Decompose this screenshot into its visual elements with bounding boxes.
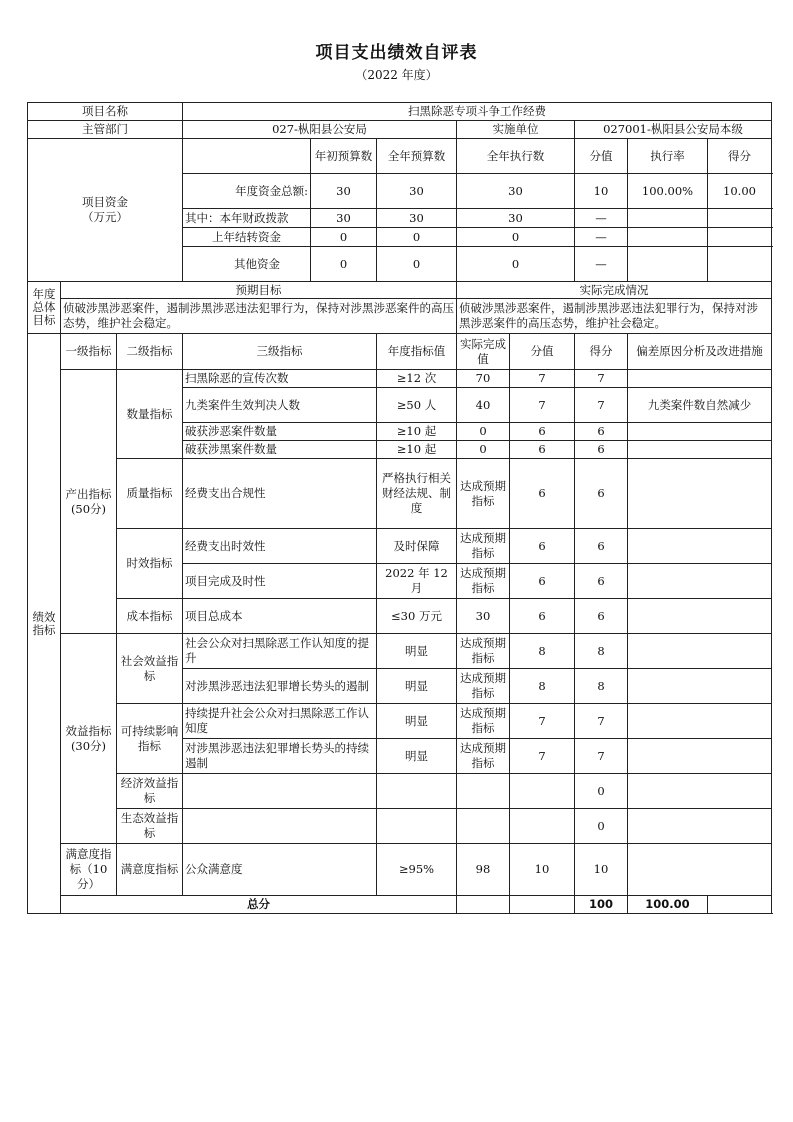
- funds-cell: [708, 209, 772, 228]
- score: 6: [575, 564, 628, 599]
- note: [628, 634, 772, 669]
- score: 8: [575, 634, 628, 669]
- indicator: 扫黑除恶的宣传次数: [183, 370, 377, 388]
- actual: 达成预期指标: [457, 669, 510, 704]
- note: [628, 529, 772, 564]
- score: 7: [575, 739, 628, 774]
- dept-value: 027-枞阳县公安局: [183, 121, 457, 139]
- indicator: 对涉黑涉恶违法犯罪增长势头的持续遏制: [183, 739, 377, 774]
- note: [628, 459, 772, 529]
- indicator: 项目总成本: [183, 599, 377, 634]
- funds-cell: [708, 247, 772, 282]
- weight: 8: [510, 669, 575, 704]
- indicator: 项目完成及时性: [183, 564, 377, 599]
- page-title: 项目支出绩效自评表: [315, 43, 478, 63]
- total-score: 100.00: [628, 896, 708, 914]
- weight: 6: [510, 441, 575, 459]
- funds-header-4: 分值: [575, 139, 628, 174]
- funds-cell: —: [575, 209, 628, 228]
- score: 8: [575, 669, 628, 704]
- score: 6: [575, 423, 628, 441]
- l1-benefit: 效益指标(30分): [61, 634, 117, 844]
- note: [628, 774, 772, 809]
- actual: 达成预期指标: [457, 529, 510, 564]
- indicator: 社会公众对扫黑除恶工作认知度的提升: [183, 634, 377, 669]
- weight: 7: [510, 388, 575, 423]
- score: 10: [575, 844, 628, 896]
- note: [628, 599, 772, 634]
- total-note: [708, 896, 772, 914]
- actual: 达成预期指标: [457, 634, 510, 669]
- score: 6: [575, 441, 628, 459]
- actual: 达成预期指标: [457, 739, 510, 774]
- actual: 70: [457, 370, 510, 388]
- total-label: 总分: [61, 896, 457, 914]
- note: [628, 844, 772, 896]
- weight: 8: [510, 634, 575, 669]
- fiscal-year: （2022 年度）: [355, 68, 438, 82]
- actual: 达成预期指标: [457, 564, 510, 599]
- target: [377, 809, 457, 844]
- perf-header-note: 偏差原因分析及改进措施: [628, 334, 772, 370]
- perf-header-l1: 一级指标: [61, 334, 117, 370]
- actual: 0: [457, 441, 510, 459]
- funds-cell: [628, 247, 708, 282]
- indicator: [183, 774, 377, 809]
- funds-cell: 30: [377, 209, 457, 228]
- indicator: 对涉黑涉恶违法犯罪增长势头的遏制: [183, 669, 377, 704]
- impl-label: 实施单位: [457, 121, 575, 139]
- funds-cell: 10.00: [708, 174, 772, 209]
- l2-sustain: 可持续影响指标: [117, 704, 183, 774]
- funds-header-blank: [183, 139, 311, 174]
- l1-satisfaction: 满意度指标（10分）: [61, 844, 117, 896]
- funds-cell: 0: [311, 247, 377, 282]
- l2-quantity: 数量指标: [117, 370, 183, 459]
- l2-timeliness: 时效指标: [117, 529, 183, 599]
- impl-value: 027001-枞阳县公安局本级: [575, 121, 772, 139]
- target: ≥10 起: [377, 423, 457, 441]
- score: 6: [575, 599, 628, 634]
- funds-cell: 30: [457, 209, 575, 228]
- target: 及时保障: [377, 529, 457, 564]
- funds-cell: 0: [377, 247, 457, 282]
- weight: 10: [510, 844, 575, 896]
- target: ≥12 次: [377, 370, 457, 388]
- perf-header-weight: 分值: [510, 334, 575, 370]
- note: 九类案件数自然减少: [628, 388, 772, 423]
- total-weight: 100: [575, 896, 628, 914]
- funds-cell: 0: [377, 228, 457, 247]
- funds-row-label: 年度资金总额:: [183, 174, 311, 209]
- score: 7: [575, 388, 628, 423]
- actual: 0: [457, 423, 510, 441]
- funds-row-label: 其中：本年财政拨款: [183, 209, 311, 228]
- actual: [457, 809, 510, 844]
- weight: [510, 809, 575, 844]
- perf-header-score: 得分: [575, 334, 628, 370]
- note: [628, 669, 772, 704]
- target: ≥95%: [377, 844, 457, 896]
- actual: [457, 774, 510, 809]
- goals-label: 年度总体目标: [28, 282, 61, 334]
- funds-cell: 0: [457, 228, 575, 247]
- perf-label: 绩效指标: [28, 334, 61, 914]
- target: 2022 年 12 月: [377, 564, 457, 599]
- score: 0: [575, 809, 628, 844]
- weight: 6: [510, 423, 575, 441]
- total-blank: [510, 896, 575, 914]
- score: 7: [575, 370, 628, 388]
- actual-result-text: 侦破涉黑涉恶案件，遏制涉黑涉恶违法犯罪行为，保持对涉黑涉恶案件的高压态势，维护社会稳定。: [457, 299, 772, 334]
- l2-quality: 质量指标: [117, 459, 183, 529]
- perf-header-target: 年度指标值: [377, 334, 457, 370]
- funds-cell: —: [575, 247, 628, 282]
- funds-cell: [628, 228, 708, 247]
- funds-cell: —: [575, 228, 628, 247]
- perf-header-l3: 三级指标: [183, 334, 377, 370]
- actual: 40: [457, 388, 510, 423]
- target: 明显: [377, 739, 457, 774]
- expected-goal-text: 侦破涉黑涉恶案件，遏制涉黑涉恶违法犯罪行为，保持对涉黑涉恶案件的高压态势，维护社会稳定。: [61, 299, 457, 334]
- weight: [510, 774, 575, 809]
- target: [377, 774, 457, 809]
- note: [628, 739, 772, 774]
- weight: 7: [510, 704, 575, 739]
- indicator: 九类案件生效判决人数: [183, 388, 377, 423]
- weight: 6: [510, 529, 575, 564]
- score: 0: [575, 774, 628, 809]
- note: [628, 564, 772, 599]
- funds-header-6: 得分: [708, 139, 772, 174]
- funds-row-label: 其他资金: [183, 247, 311, 282]
- l1-output: 产出指标(50分): [61, 370, 117, 634]
- weight: 7: [510, 739, 575, 774]
- note: [628, 809, 772, 844]
- funds-cell: [708, 228, 772, 247]
- weight: 6: [510, 459, 575, 529]
- expected-goal-label: 预期目标: [61, 282, 457, 299]
- funds-header-5: 执行率: [628, 139, 708, 174]
- target: ≥50 人: [377, 388, 457, 423]
- weight: 6: [510, 599, 575, 634]
- l2-ecological: 生态效益指标: [117, 809, 183, 844]
- funds-label: 项目资金 （万元）: [28, 139, 183, 282]
- note: [628, 441, 772, 459]
- target: ≥10 起: [377, 441, 457, 459]
- actual: 30: [457, 599, 510, 634]
- actual-result-label: 实际完成情况: [457, 282, 772, 299]
- funds-cell: 10: [575, 174, 628, 209]
- actual: 98: [457, 844, 510, 896]
- score: 6: [575, 459, 628, 529]
- indicator: 破获涉黑案件数量: [183, 441, 377, 459]
- funds-cell: 30: [457, 174, 575, 209]
- funds-header-2: 全年预算数: [377, 139, 457, 174]
- l2-cost: 成本指标: [117, 599, 183, 634]
- target: 明显: [377, 704, 457, 739]
- indicator: 破获涉恶案件数量: [183, 423, 377, 441]
- indicator: 公众满意度: [183, 844, 377, 896]
- funds-header-3: 全年执行数: [457, 139, 575, 174]
- note: [628, 704, 772, 739]
- indicator: 持续提升社会公众对扫黑除恶工作认知度: [183, 704, 377, 739]
- project-name-label: 项目名称: [28, 103, 183, 121]
- funds-cell: 0: [457, 247, 575, 282]
- funds-header-1: 年初预算数: [311, 139, 377, 174]
- funds-cell: 30: [377, 174, 457, 209]
- total-blank: [457, 896, 510, 914]
- actual: 达成预期指标: [457, 704, 510, 739]
- evaluation-table: [27, 102, 772, 914]
- project-name: 扫黑除恶专项斗争工作经费: [183, 103, 772, 121]
- indicator: 经费支出合规性: [183, 459, 377, 529]
- l2-satisfaction: 满意度指标: [117, 844, 183, 896]
- score: 6: [575, 529, 628, 564]
- perf-header-actual: 实际完成值: [457, 334, 510, 370]
- actual: 达成预期指标: [457, 459, 510, 529]
- weight: 6: [510, 564, 575, 599]
- funds-cell: 100.00%: [628, 174, 708, 209]
- score: 7: [575, 704, 628, 739]
- l2-economic: 经济效益指标: [117, 774, 183, 809]
- funds-cell: 0: [311, 228, 377, 247]
- perf-header-l2: 二级指标: [117, 334, 183, 370]
- target: 明显: [377, 634, 457, 669]
- target: 严格执行相关财经法规、制度: [377, 459, 457, 529]
- dept-label: 主管部门: [28, 121, 183, 139]
- note: [628, 370, 772, 388]
- indicator: [183, 809, 377, 844]
- indicator: 经费支出时效性: [183, 529, 377, 564]
- l2-social: 社会效益指标: [117, 634, 183, 704]
- note: [628, 423, 772, 441]
- target: 明显: [377, 669, 457, 704]
- funds-row-label: 上年结转资金: [183, 228, 311, 247]
- funds-cell: 30: [311, 174, 377, 209]
- funds-cell: 30: [311, 209, 377, 228]
- target: ≤30 万元: [377, 599, 457, 634]
- weight: 7: [510, 370, 575, 388]
- funds-cell: [628, 209, 708, 228]
